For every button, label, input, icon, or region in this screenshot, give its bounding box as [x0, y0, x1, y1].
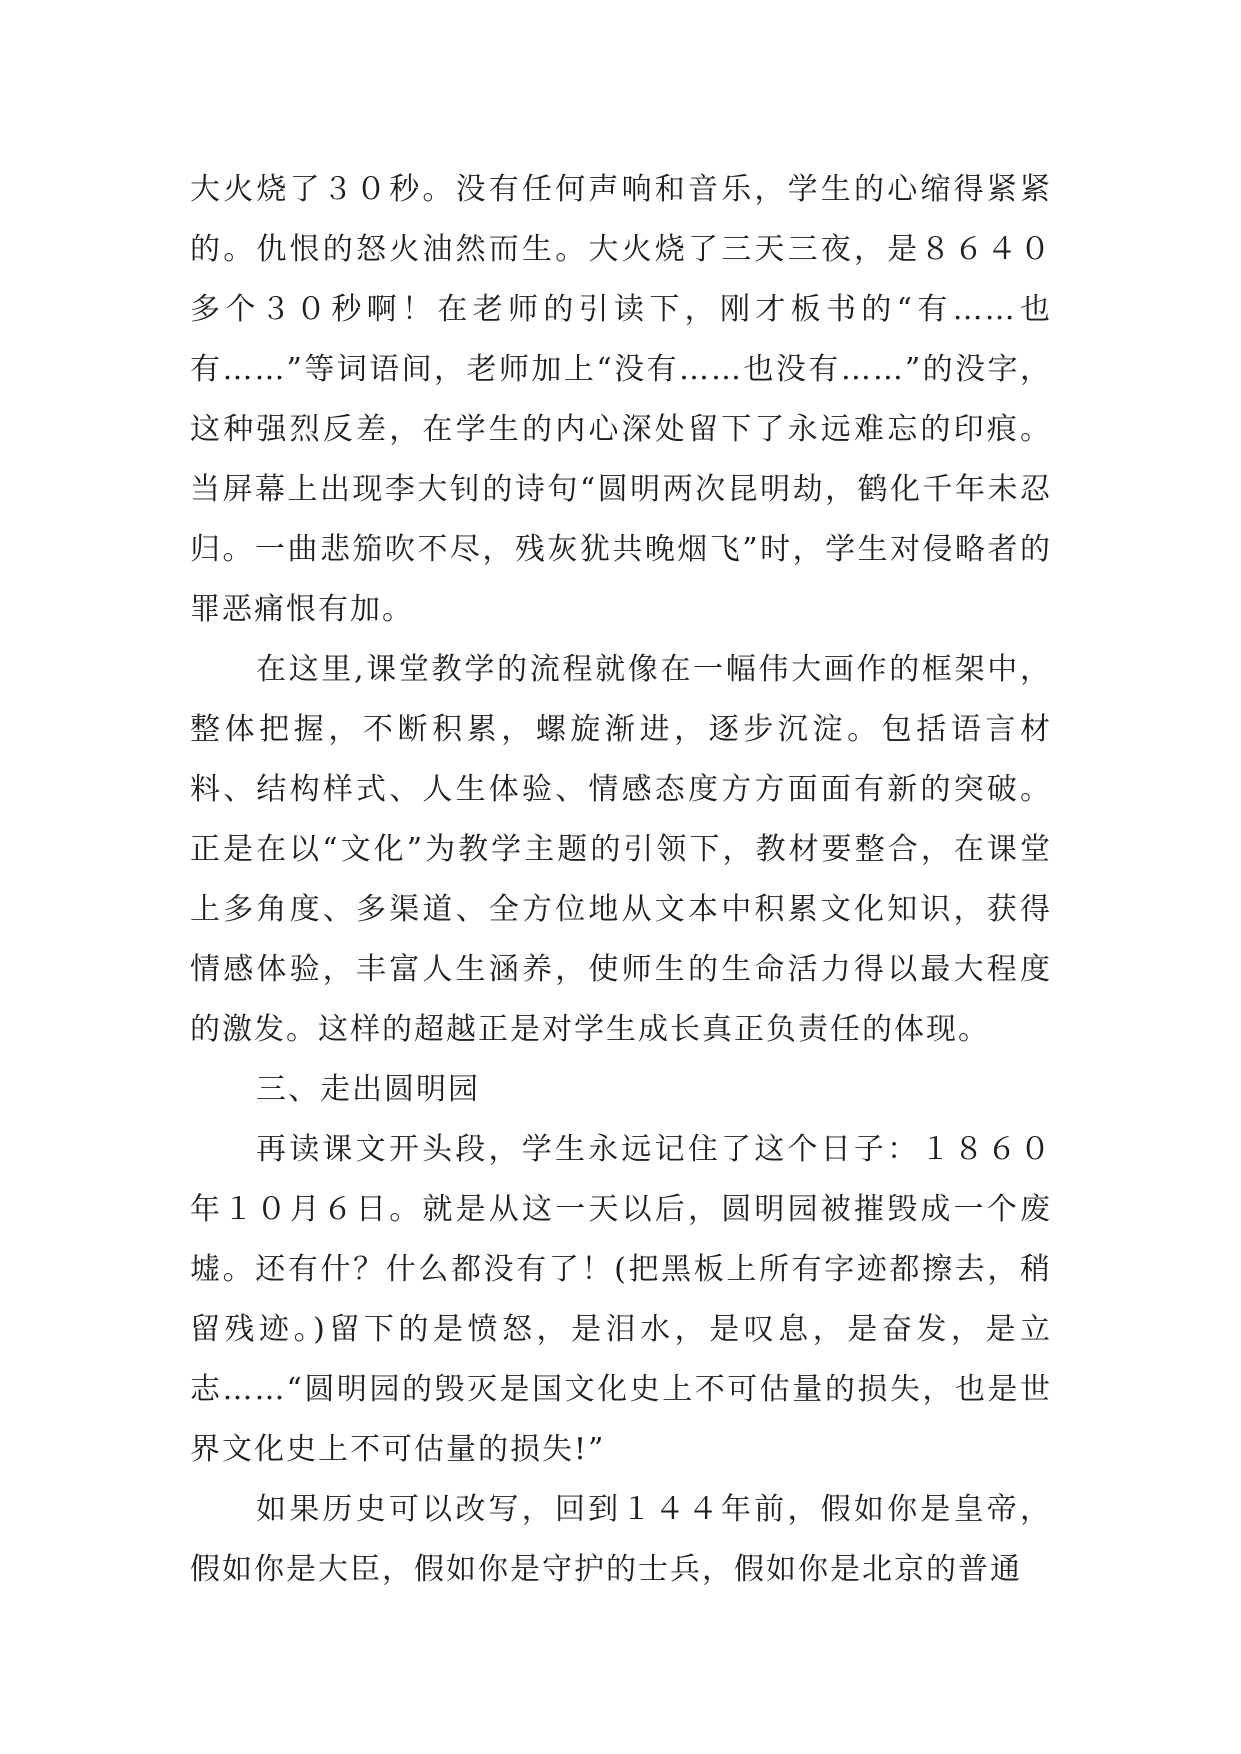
paragraph-classroom-flow: 在这里,课堂教学的流程就像在一幅伟大画作的框架中，整体把握，不断积累，螺旋渐进，逐步沉淀。包括语言材料、结构样式、人生体验、情感态度方方面面有新的突破。正是在以“文化”为教学主题的引领下，教材要整合，在课堂上多角度、多渠道、全方位地从文本中积累文化知识，获得情感体验，丰富人生涵养，使师生的生命活力得以最大程度的激发。这样的超越正是对学生成长真正负责任的体现。 [190, 652, 1052, 1047]
section-heading: 三、走出圆明园 [256, 1072, 480, 1107]
document-body [190, 160, 1052, 1600]
paragraph-reread-opening: 再读课文开头段，学生永远记住了这个日子：１８６０年１０月６日。就是从这一天以后，圆明园被摧毁成一个废墟。还有什？什么都没有了！(把黑板上所有字迹都擦去，稍留残迹。)留下的是愤怒，是泪水，是叹息，是奋发，是立志……“圆明园的毁灭是国文化史上不可估量的损失，也是世界文化史上不可估量的损失!” [190, 1132, 1052, 1467]
paragraph-fire-thirty-seconds: 大火烧了３０秒。没有任何声响和音乐，学生的心缩得紧紧的。仇恨的怒火油然而生。大火烧了三天三夜，是８６４０多个３０秒啊！在老师的引读下，刚才板书的“有……也有……”等词语间，老师加上“没有……也没有……”的没字，这种强烈反差，在学生的内心深处留下了永远难忘的印痕。当屏幕上出现李大钊的诗句“圆明两次昆明劫，鹤化千年未忍归。一曲悲笳吹不尽，残灰犹共晚烟飞”时，学生对侵略者的罪恶痛恨有加。 [190, 172, 1052, 627]
paragraph-rewrite-history: 如果历史可以改写，回到１４４年前，假如你是皇帝，假如你是大臣，假如你是守护的士兵，假如你是北京的普通 [190, 1492, 1052, 1587]
